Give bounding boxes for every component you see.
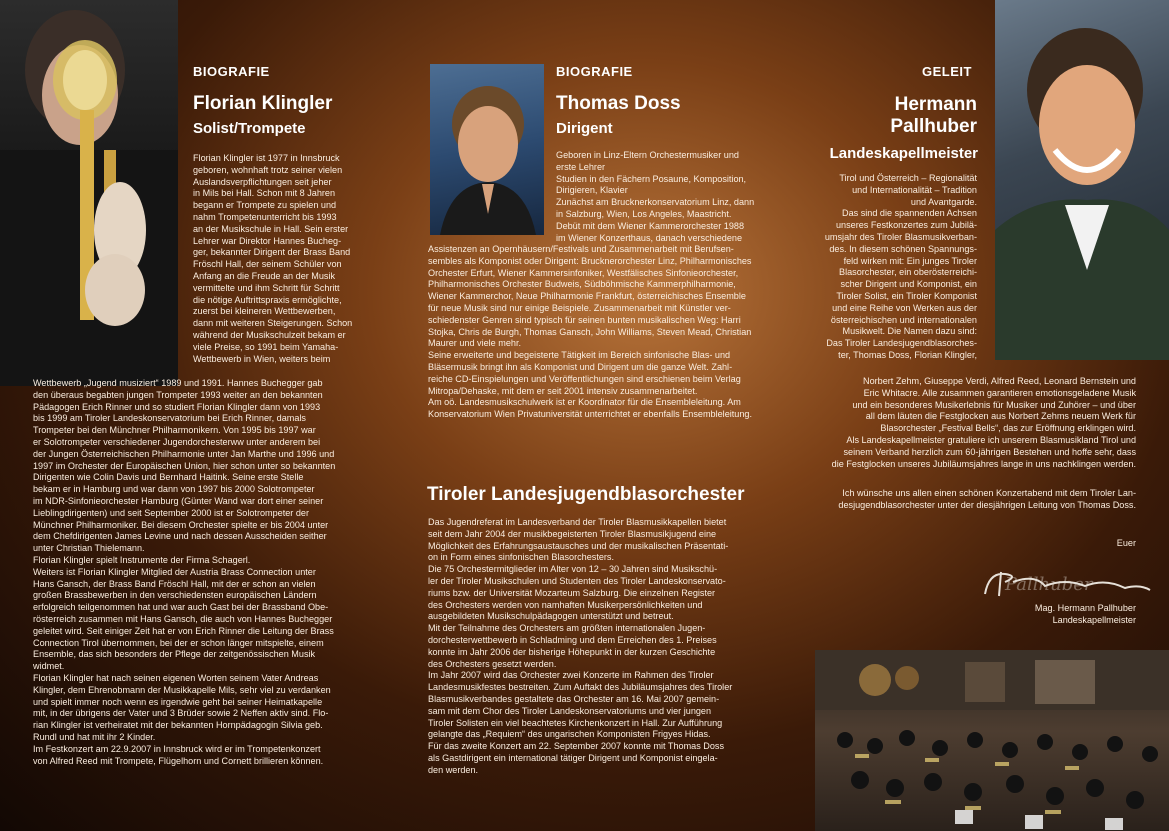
- pallhuber-closing: Ich wünsche uns allen einen schönen Konzertabend mit dem Tiroler Lan- desjugendblasorchester unter der diesjährigen Leitung von Thomas Doss.: [838, 488, 1136, 510]
- orchestra-photo: [815, 650, 1169, 831]
- pallhuber-name-last: Pallhuber: [890, 116, 977, 137]
- doss-kicker: BIOGRAFIE: [556, 64, 633, 79]
- pallhuber-kicker: GELEIT: [922, 64, 972, 79]
- signature: [975, 568, 1155, 598]
- pallhuber-text-main: Norbert Zehm, Giuseppe Verdi, Alfred Reed, Leonard Bernstein und Eric Whitacre. Alle zusammen garantieren emotionsgeladene Musik und ein besonderes Musikerlebnis für Musiker und Zuhörer – und über all dem läuten die Festglocken aus Norbert Zehms neuem Werk für Blasorchester „Festival Bells“, das zur Eröffnung erklingen wird. Als Landeskapellmeister gratuliere ich unserem Blasmusikland Tirol und seinem Verband herzlich zum 60-jährigen Bestehen und hoffe sehr, dass die Festglocken unseres Jubiläumsjahres lange in uns nachklingen werden.: [831, 376, 1136, 469]
- pallhuber-photo: [995, 0, 1169, 360]
- klingler-photo: [0, 0, 178, 386]
- doss-bio-top: Geboren in Linz-Eltern Orchestermusiker und erste Lehrer Studien in den Fächern Posaune, Komposition, Dirigieren, Klavier Zunächst am Brucknerkonservatorium Linz, dann in Salzburg, Wien, Los Angeles, Maastricht. Debüt mit dem Wiener Kammerorchester 1988 im Wiener Konzerthaus, danach verschiedene: [556, 150, 755, 243]
- klingler-name: Florian Klingler: [193, 93, 333, 114]
- klingler-kicker: BIOGRAFIE: [193, 64, 270, 79]
- klingler-role: Solist/Trompete: [193, 120, 306, 137]
- closing-euer: Euer: [1116, 538, 1136, 548]
- sign-name: Mag. Hermann Pallhuber: [1034, 603, 1136, 613]
- klingler-bio-main: Wettbewerb „Jugend musiziert“ 1989 und 1991. Hannes Buchegger gab den überaus begabten jungen Trompeter 1993 weiter an den bekannten Pädagogen Erich Rinner und so studiert Florian Klingler dann von 1993 bis 1999 am Tiroler Landeskonservatorium bei Erich Rinner, damals Trompeter bei den Münchner Philharmonikern. Von 1995 bis 1997 war er Solotrompeter verschiedener Jugendorchesterww unter anderem bei der Jungen Österreichischen Philharmonie unter Jan Marthe und 1996 und 1997 im Orchester der Europäischen Union, hier schon unter so bekannten Dirigenten wie Colin Davis und Bernhard Haitink. Seine erste Stelle bekam er in Hamburg und war dann von 1997 bis 2000 Solotrompeter im NDR-Sinfonieorchester Hamburg (Günter Wand war dort einer seiner Lieblingdirigenten) und seit September 2000 ist er Solotrompeter der Münchner Philharmoniker. Bei diesem Orchester spielte er bis 2004 unter dem Chefdirigenten James Levine und nach dessen Ausscheiden seither unter Christian Thielemann. Florian Klingler spielt Instrumente der Firma Schagerl. Weiters ist Florian Klingler Mitglied der Austria Brass Connection unter Hans Gansch, der Brass Band Fröschl Hall, mit der er schon an vielen großen Brassbewerben in den verschiedensten europäischen Ländern erfolgreich teilgenommen hat und war auch Gast bei der Brassband Obe- rösterreich zusammen mit Hans Gansch, die auch von Hannes Buchegger geleitet wird. Seit einiger Zeit hat er von Erich Rinner die Leitung der Brass Connection Tirol übernommen, bei der er schon länger mitspielte, einem Ensemble, das sich besonders der Pflege der zeitgenössischen Musik widmet. Florian Klingler hat nach seinen eigenen Worten seinem Vater Andreas Klingler, dem Ehrenobmann der Musikkapelle Mils, sehr viel zu verdanken und spielt immer noch wenn es irgendwie geht bei seiner Heimatkapelle mit, in der übrigens der Vater und 3 Brüder sowie 2 Neffen aktiv sind. Flo- rian Klingler ist verheiratet mit der bekannten Hornpädagogin Silvia geb. Rundl und hat mit ihr 2 Kinder. Im Festkonzert am 22.9.2007 in Innsbruck wird er im Trompetenkonzert von Alfred Reed mit Trompete, Flügelhorn und Cornett brillieren können.: [33, 378, 336, 766]
- signature-text: Pallhuber: [1005, 574, 1093, 595]
- orchestra-text: Das Jugendreferat im Landesverband der Tiroler Blasmusikkapellen bietet seit dem Jahr 2004 der musikbegeisterten Tiroler Blasmusikjugend eine Möglichkeit des Erfahrungsaustausches und der musikalischen Präsentati- on in Form eines sinfonischen Blasorchesters. Die 75 Orchestermitglieder im Alter von 12 – 30 Jahren sind Musikschü- ler der Tiroler Musikschulen und Studenten des Tiroler Landeskonservato- riums bzw. der Universität Mozarteum Salzburg. Die einzelnen Register des Orchesters werden von namhaften Musikerpersönlichkeiten und ausgebildeten Musikschulpädagogen unterstützt und betreut. Mit der Teilnahme des Orchesters am größten internationalen Jugen- dorchesterwettbewerb in Schladming und dem Erreichen des 1. Preises konnte im Jahr 2006 der bisherige Höhepunkt in der kurzen Geschichte des Orchesters gesetzt werden. Im Jahr 2007 wird das Orchester zwei Konzerte im Rahmen des Tiroler Landesmusikfestes bestreiten. Zum Auftakt des Jubiläumsjahres des Tiroler Blasmusikverbandes gestaltete das Orchester am 16. Mai 2007 gemein- sam mit dem Chor des Tiroler Landeskonservatoriums und vier jungen Tiroler Solisten ein viel beachtetes Kirchenkonzert in Hall. Zur Aufführung gelangte das „Requiem“ des ungarischen Komponisten Frigyes Hidas. Für das zweite Konzert am 22. September 2007 konnte mit Thomas Doss als Gastdirigent ein international tätiger Dirigent und Komponist eingela- den werden.: [428, 517, 733, 775]
- klingler-bio-top: Florian Klingler ist 1977 in Innsbruck geboren, wohnhaft trotz seiner vielen Auslandsverpflichtungen seit jeher in Mils bei Hall. Schon mit 8 Jahren begann er Trompete zu spielen und nahm Trompetenunterricht bis 1993 an der Musikschule in Hall. Sein erster Lehrer war Direktor Hannes Bucheg- ger, bekannter Dirigent der Brass Band Fröschl Hall, der seinem Schüler von Anfang an die Freude an der Musik vermittelte und ihm Schritt für Schritt die nötige Auftrittspraxis ermöglichte, zuerst bei kleineren Wettbewerben, dann mit weiteren Steigerungen. Schon während der Musikschulzeit bekam er viele Preise, so 1991 beim Yamaha- Wettbewerb in Wien, weiters beim: [193, 153, 353, 364]
- doss-bio-main: Assistenzen an Opernhäusern/Festivals und Zusammenarbeit mit Berufsen- sembles als Komponist oder Dirigent: Brucknerorchester Linz, Philharmonisches Orchester Erfurt, Wiener Kammersinfoniker, Westfälisches Sinfonieorchester, Philharmonisches Orchester Budweis, Südböhmische Kammerphilharmonie, Wiener Kammerchor, Neue Philharmonie Frankfurt, österreichisches Ensemble für neue Musik sind nur einige Beispiele. Zusammenarbeit mit Künstler ver- schiedenster Genren sind typisch für seinen bunten musikalischen Weg: Harri Stojka, Chris de Burgh, Thomas Gansch, John Williams, Steven Mead, Christian Maurer und viele mehr. Seine erweiterte und begeisterte Tätigkeit im Bereich sinfonische Blas- und Bläsermusik bringt ihn als Komponist und Dirigent um die ganze Welt. Zahl- reiche CD-Einspielungen und Veröffentlichungen sind erschienen beim Verlag Mitropa/Dehaske, mit dem er seit 2001 intensiv zusammenarbeitet. Am oö. Landesmusikschulwerk ist er Koordinator für die Ensembleleitung. Am Konservatorium Wien Privatuniversität unterrichtet er ebenfalls Ensembleleitung.: [428, 244, 752, 420]
- pallhuber-name-first: Hermann: [894, 94, 977, 115]
- sign-title: Landeskapellmeister: [1052, 615, 1136, 625]
- orchestra-title: Tiroler Landesjugendblasorchester: [427, 484, 745, 505]
- doss-name: Thomas Doss: [556, 93, 681, 114]
- pallhuber-text-top: Tirol und Österreich – Regionalität und Internationalität – Tradition und Avantgarde. Das sind die spannenden Achsen unseres Festkonzertes zum Jubilä- umsjahr des Tiroler Blasmusikverban- des. In diesem schönen Spannungs- feld wirken mit: Ein junges Tiroler Blasorchester, ein oberösterreichi- scher Dirigent und Komponist, ein Tiroler Solist, ein Tiroler Komponist und eine Reihe von Werken aus der österreichischen und internationalen Musikwelt. Die Namen dazu sind: Das Tiroler Landesjugendblasorches- ter, Thomas Doss, Florian Klingler,: [824, 173, 977, 360]
- doss-role: Dirigent: [556, 120, 613, 137]
- pallhuber-role: Landeskapellmeister: [829, 145, 978, 162]
- doss-photo: [430, 64, 544, 235]
